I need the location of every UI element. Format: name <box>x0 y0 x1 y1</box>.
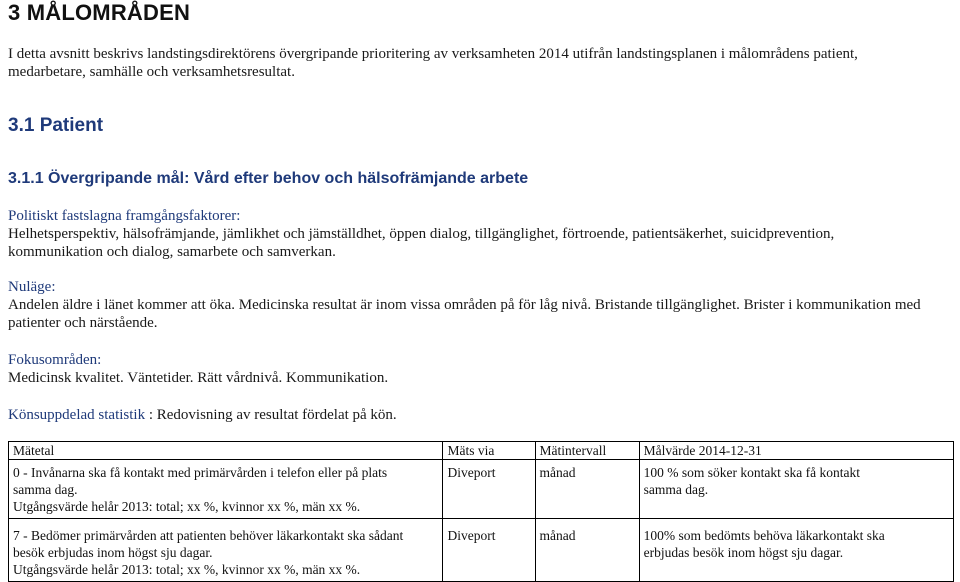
intro-paragraph <box>8 45 858 81</box>
focus-areas-label: Fokusområden: <box>8 352 102 368</box>
gender-stats-line <box>8 406 397 424</box>
cell-interval: månad <box>535 519 639 582</box>
cell-measure <box>9 460 443 519</box>
target-line: erbjudas besök inom högst sju dagar. <box>643 545 844 560</box>
measure-line: Utgångsvärde helår 2013: total; xx %, kvinnor xx %, män xx %. <box>13 562 361 577</box>
gender-stats-label: Könsuppdelad statistik <box>8 407 146 423</box>
success-factors-block <box>8 207 834 261</box>
current-state-line: Andelen äldre i länet kommer att öka. Medicinska resultat är inom vissa områden på för låg nivå. Bristande tillgänglighet. Brister i kommunikation med <box>8 297 921 313</box>
target-line: 100 % som söker kontakt ska få kontakt <box>643 465 860 480</box>
cell-target <box>639 519 953 582</box>
intro-line: I detta avsnitt beskrivs landstingsdirektörens övergripande prioritering av verksamheten 2014 utifrån landstingsplanen i målområdens patient, <box>8 46 858 62</box>
focus-areas-text: Medicinsk kvalitet. Väntetider. Rätt vårdnivå. Kommunikation. <box>8 370 389 386</box>
table-header-row <box>9 442 954 460</box>
success-factors-line: Helhetsperspektiv, hälsofrämjande, jämlikhet och jämställdhet, öppen dialog, tillgänglighet, förtroende, patientsäkerhet, suicidprevention, <box>8 226 835 242</box>
measure-line: 7 - Bedömer primärvården att patienten behöver läkarkontakt ska sådant <box>13 528 404 543</box>
current-state-line: patienter och närstående. <box>8 315 158 331</box>
subsection-heading: 3.1 Patient <box>8 115 104 136</box>
success-factors-line: kommunikation och dialog, samarbete och samverkan. <box>8 244 336 260</box>
focus-areas-block <box>8 351 388 387</box>
cell-interval: månad <box>535 460 639 519</box>
header-target: Målvärde 2014-12-31 <box>639 442 953 460</box>
success-factors-label: Politiskt fastslagna framgångsfaktorer: <box>8 208 241 224</box>
measures-table <box>8 441 954 582</box>
measure-line: 0 - Invånarna ska få kontakt med primärvården i telefon eller på plats <box>13 465 388 480</box>
header-interval: Mätintervall <box>535 442 639 460</box>
current-state-label: Nuläge: <box>8 279 56 295</box>
current-state-block <box>8 278 921 332</box>
header-measure: Mätetal <box>9 442 443 460</box>
target-line: samma dag. <box>643 482 709 497</box>
measure-line: Utgångsvärde helår 2013: total; xx %, kvinnor xx %, män xx %. <box>13 499 361 514</box>
measure-line: samma dag. <box>13 482 78 497</box>
section-heading: 3 MÅLOMRÅDEN <box>8 0 191 25</box>
intro-line: medarbetare, samhälle och verksamhetsresultat. <box>8 64 295 80</box>
measure-line: besök erbjudas inom högst sju dagar. <box>13 545 213 560</box>
cell-measure <box>9 519 443 582</box>
subsubsection-heading: 3.1.1 Övergripande mål: Vård efter behov och hälsofrämjande arbete <box>8 170 529 187</box>
table-row <box>9 460 954 519</box>
cell-target <box>639 460 953 519</box>
target-line: 100% som bedömts behöva läkarkontakt ska <box>643 528 885 543</box>
cell-via: Diveport <box>443 519 535 582</box>
header-via: Mäts via <box>443 442 535 460</box>
table-row <box>9 519 954 582</box>
cell-via: Diveport <box>443 460 535 519</box>
gender-stats-text: : Redovisning av resultat fördelat på kön. <box>145 407 397 423</box>
